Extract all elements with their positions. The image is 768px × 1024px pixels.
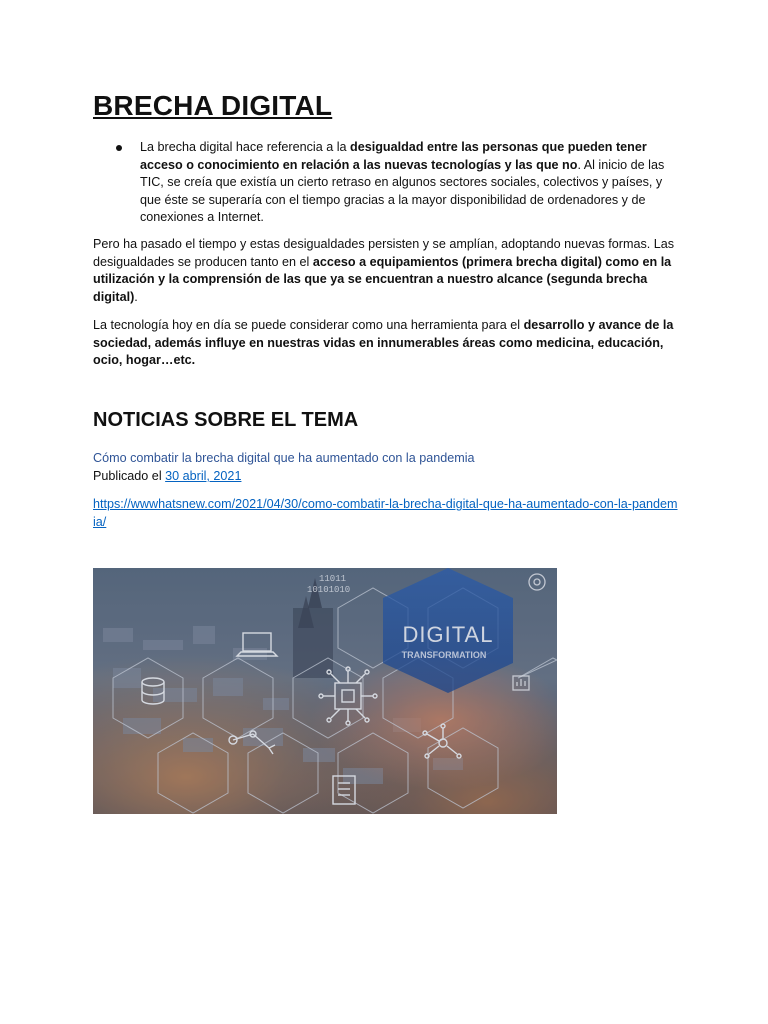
published-date-link[interactable]: 30 abril, 2021	[165, 469, 242, 483]
bullet-text-part: . Al inicio de las TIC, se creía que existía un cierto retraso en algunos sectores sociales, colectivos y países, y que éste se superaría con el tiempo gracias a la mayor disponibilidad de ordenadores y de conexiones a Internet.	[140, 157, 665, 224]
article-url-link[interactable]: https://wwwhatsnew.com/2021/04/30/como-combatir-la-brecha-digital-que-ha-aumentado-con-la-pandemia/	[93, 497, 678, 529]
digital-transformation-illustration	[93, 568, 557, 814]
paragraph-text-part: La tecnología hoy en día se puede considerar como una herramienta para el	[93, 318, 524, 332]
news-article-title: Cómo combatir la brecha digital que ha aumentado con la pandemia	[93, 451, 475, 465]
binary-text-2: 11011	[319, 574, 347, 584]
paragraph-bold-part: acceso a equipamientos (primera brecha digital) como en la utilización y la comprensión de las que ya se encuentran a nuestro alcance (segunda brecha digital)	[93, 254, 672, 304]
news-heading: NOTICIAS SOBRE EL TEMA	[93, 409, 359, 431]
bullet-text-part: La brecha digital hace referencia a la	[140, 140, 351, 154]
binary-text: 10101010	[307, 585, 351, 595]
hex-subtitle-text: TRANSFORMATION	[401, 650, 487, 660]
paragraph-text-part: .	[134, 289, 138, 304]
bullet-item	[93, 139, 678, 227]
bullet-bold-part: desigualdad entre las personas que pueden tener acceso o conocimiento en relación a las nuevas tecnologías y las que no	[140, 140, 647, 172]
paragraph-tecnologia	[93, 317, 678, 370]
bullet-dot-icon	[116, 145, 122, 151]
published-prefix: Publicado el	[93, 469, 166, 483]
paragraph-bold-part: desarrollo y avance de la sociedad, además influye en nuestras vidas en innumerables áreas como medicina, educación, ocio, hogar…etc.	[93, 318, 674, 367]
paragraph-text-part: Pero ha pasado el tiempo y estas desigualdades persisten y se amplían, adoptando nuevas formas. Las desigualdades se producen tanto en el	[93, 237, 675, 269]
bullet-text	[140, 139, 678, 227]
hex-title-text: DIGITAL	[402, 622, 494, 647]
page-title: BRECHA DIGITAL	[93, 90, 333, 121]
published-line	[93, 469, 241, 483]
digital-transformation-image	[93, 568, 557, 814]
paragraph-desigualdades	[93, 236, 678, 306]
article-url-container	[93, 496, 678, 531]
